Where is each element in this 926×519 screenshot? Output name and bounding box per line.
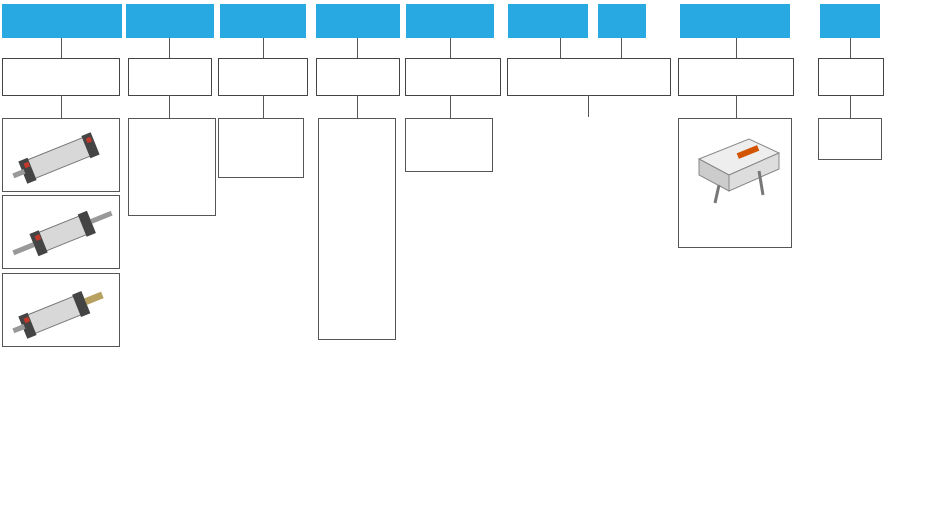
code-sensor-prefix [598,4,646,38]
quantity-list [818,118,882,160]
type-thumb-dnn [2,273,120,347]
type-thumb-dnd [2,195,120,269]
code-sensor [680,4,790,38]
cylinder-dnd-icon [3,196,119,268]
code-quantity [820,4,880,38]
bore-list [128,118,216,216]
header-adjustable [405,58,501,96]
cylinder-dnn-icon [3,274,119,346]
adjustable-list [405,118,493,172]
sensor-box [678,118,792,248]
stroke-list [318,118,396,340]
code-type [2,4,122,38]
code-magnet [220,4,306,38]
cylinder-dnb-icon [3,119,119,191]
header-magnet [218,58,308,96]
header-bore [128,58,212,96]
sensor-switch-icon [679,119,791,207]
code-stroke [316,4,400,38]
header-quantity [818,58,884,96]
header-stroke [316,58,400,96]
type-thumb-dnb [2,118,120,192]
header-accessory [507,58,671,96]
code-accessory [508,4,588,38]
code-adjustable [406,4,494,38]
header-sensor [678,58,794,96]
header-type [2,58,120,96]
code-bore [126,4,214,38]
magnet-list [218,118,304,178]
